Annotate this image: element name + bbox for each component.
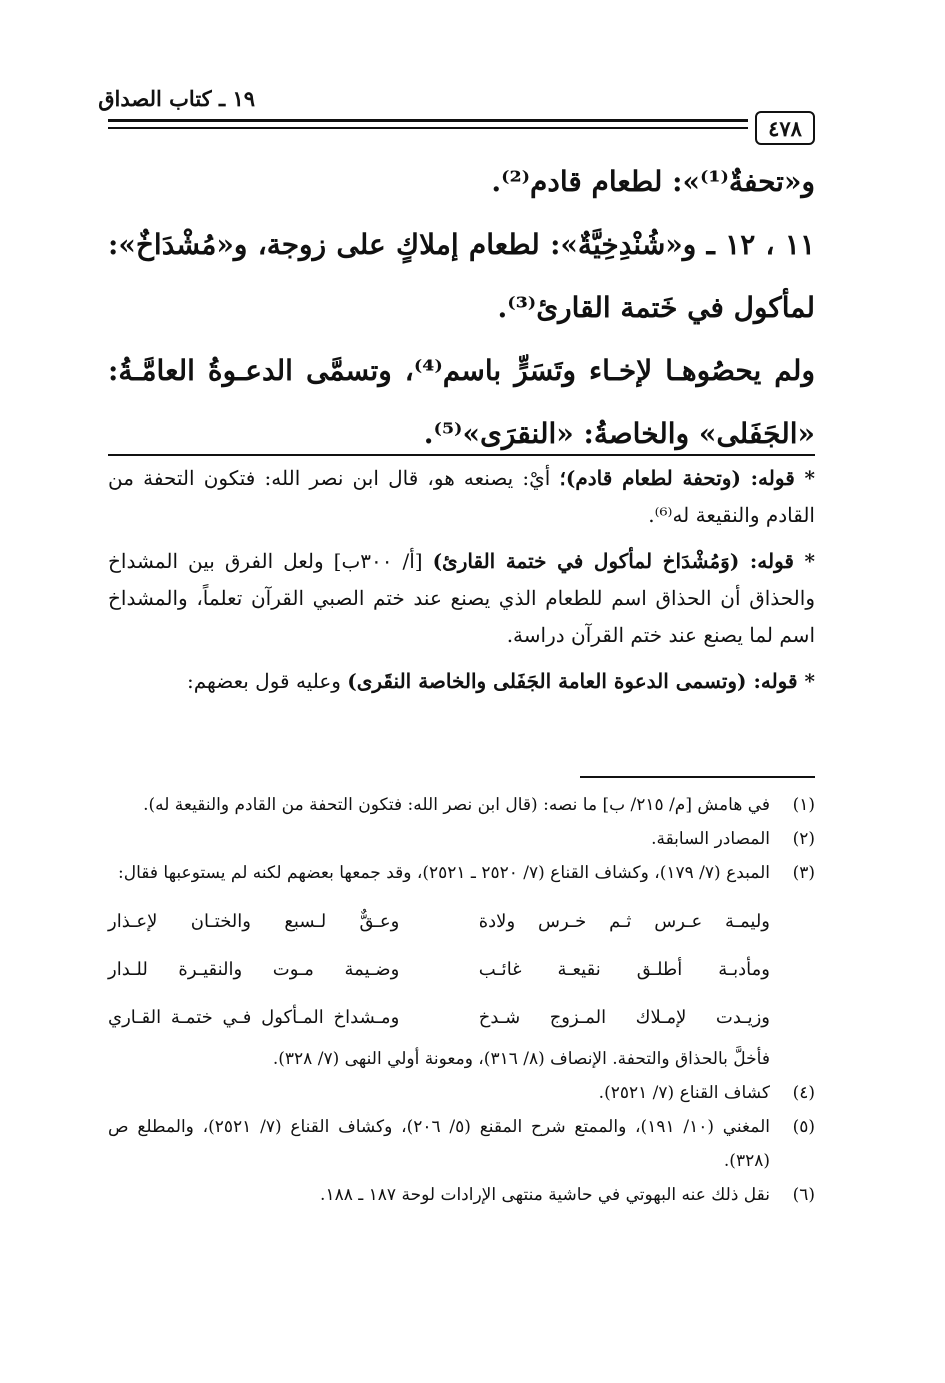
commentary-lemma: * قوله: (وَمُشْدَاخ لمأكول في ختمة القارئ) (432, 549, 816, 573)
poem-hemistich-left: وضـيمة مـوت والنقيـرة للـدار (108, 959, 400, 980)
footnotes (108, 788, 815, 1212)
header-rule-thin (108, 127, 748, 129)
header-rule-thick (108, 119, 748, 122)
commentary (108, 460, 815, 709)
text-divider (108, 454, 815, 456)
footnote-text: المغني (١٠/ ١٩١)، والممتع شرح المقنع (٥/ ٢٠٦)، وكشاف القناع (٧/ ٢٥٢١)، والمطلع ص (٣٢٨). (108, 1117, 770, 1171)
poem-verse (108, 994, 770, 1042)
matn-line: ولم يحصُوهـا لإخـاء وتَسَرٍّ باسم⁽⁴⁾، وتسمَّى الدعـوةُ العامَّـةُ: «الجَفَلى» والخاصةُ: «النقرَى»⁽⁵⁾. (108, 354, 815, 450)
poem-hemistich-right: ومأدبـة أطلـق نقيعـة غائـب (478, 959, 770, 980)
footnote-number: (٥) (792, 1117, 815, 1137)
poem-verse (108, 898, 770, 946)
footnote-number: (٢) (792, 829, 815, 849)
running-title: ١٩ ـ كتاب الصداق (98, 86, 255, 111)
footnote-text: المصادر السابقة. (651, 829, 770, 849)
footnote (108, 1110, 815, 1178)
footnote-number: (٤) (792, 1083, 815, 1103)
footnote-number: (٦) (792, 1185, 815, 1205)
main-text (108, 150, 815, 465)
footnote (108, 856, 815, 1076)
poem-verse (108, 946, 770, 994)
footnote-number: (٣) (792, 863, 815, 883)
footnote (108, 1076, 815, 1110)
poem-hemistich-right: وزيـدت لإمـلاك المـزوج شـدخ (478, 1007, 770, 1028)
poem-hemistich-right: وليمـة عـرس ثـم خـرس ولادة (478, 911, 770, 932)
footnote (108, 1178, 815, 1212)
commentary-text: [أ/ ٣٠٠ب] ولعل الفرق بين المشداخ والحذاق أن الحذاق اسم للطعام الذي يصنع عند ختم الصبي القرآن تعلماً، والمشداخ اسم لما يصنع عند ختم القرآن دراسة. (108, 549, 815, 647)
footnote (108, 822, 815, 856)
commentary-lemma: * قوله: (وتحفة لطعام قادم)؛ (559, 466, 816, 490)
footnote-text: كشاف القناع (٧/ ٢٥٢١). (598, 1083, 770, 1103)
poem-hemistich-left: ومـشداخ المـأكول فـي ختمـة القـاري (108, 1007, 400, 1028)
footnote-rule (580, 776, 815, 778)
footnote-text: في هامش [م/ ٢١٥/ ب] ما نصه: (قال ابن نصر الله: فتكون التحفة من القادم والنقيعة له). (143, 795, 770, 815)
commentary-text: وعليه قول بعضهم: (186, 669, 348, 693)
poem (108, 898, 770, 1042)
poem-hemistich-left: وعـقٌّ لـسبع والختـان لإعـذار (108, 911, 400, 932)
commentary-paragraph (108, 460, 815, 534)
footnote-text: نقل ذلك عنه البهوتي في حاشية منتهى الإرادات لوحة ١٨٧ ـ ١٨٨. (320, 1185, 770, 1205)
commentary-lemma: * قوله: (وتسمى الدعوة العامة الجَفَلى والخاصة النقَرى) (347, 669, 815, 693)
matn-line: ١١ ، ١٢ ـ و«شُنْدِخِيَّةٌ»: لطعام إملاكٍ على زوجة، و«مُشْدَاخٌ»: لمأكول في خَتمة القارئ⁽³⁾. (108, 228, 815, 324)
footnote-text-continued: فأخلَّ بالحذاق والتحفة. الإنصاف (٨/ ٣١٦)، ومعونة أولي النهى (٧/ ٣٢٨). (272, 1049, 770, 1069)
footnote (108, 788, 815, 822)
commentary-text: أيْ: يصنعه هو، قال ابن نصر الله: فتكون التحفة من القادم والنقيعة له⁽⁶⁾. (108, 466, 815, 527)
commentary-paragraph (108, 543, 815, 654)
matn-line: و«تحفةٌ⁽¹⁾»: لطعام قادم⁽²⁾. (491, 165, 815, 198)
commentary-paragraph (108, 663, 815, 700)
footnote-number: (١) (792, 795, 815, 815)
page-number: ٤٧٨ (755, 111, 815, 145)
footnote-text: المبدع (٧/ ١٧٩)، وكشاف القناع (٧/ ٢٥٢٠ ـ ٢٥٢١)، وقد جمعها بعضهم لكنه لم يستوعبها فقال: (118, 863, 770, 883)
